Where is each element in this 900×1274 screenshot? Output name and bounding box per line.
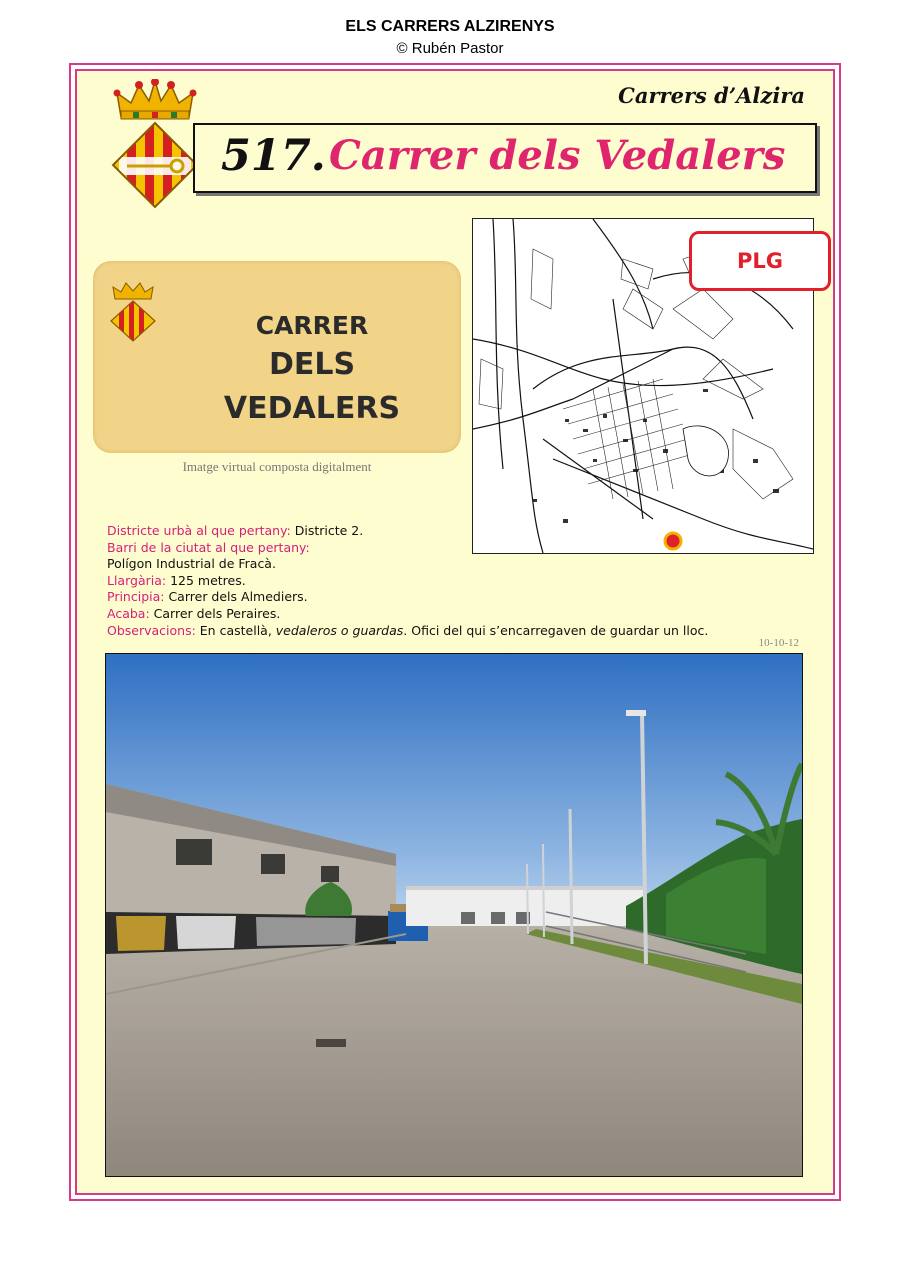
date-stamp: 10-10-12	[758, 637, 799, 649]
sign-line-2: DELS	[268, 347, 356, 382]
document-header-author: © Rubén Pastor	[396, 40, 504, 57]
street-info	[107, 523, 708, 639]
neighborhood-label: Barri de la ciutat al que pertany:	[107, 539, 310, 555]
title-box	[193, 123, 817, 193]
info-start	[107, 589, 708, 606]
observations-italic: vedaleros o guardas	[275, 622, 404, 638]
end-label: Acaba:	[107, 605, 150, 621]
district-value: Districte 2.	[290, 523, 364, 538]
info-district	[107, 523, 708, 540]
length-value: 125 metres.	[166, 572, 246, 588]
tagline: Carrers d’Alzira	[618, 83, 805, 108]
start-value: Carrer dels Almediers.	[164, 589, 308, 605]
page-content	[75, 69, 835, 1195]
neighborhood-value: Polígon Industrial de Fracà.	[107, 556, 276, 572]
length-label: Llargària:	[107, 572, 167, 588]
street-photo	[105, 653, 803, 1177]
info-end	[107, 606, 708, 623]
page-frame	[69, 63, 841, 1201]
observations-text-2: . Ofici del qui s’encarregaven de guardar un lloc.	[403, 622, 709, 638]
street-name: Carrer dels Vedalers	[329, 132, 786, 179]
observations-label: Observacions:	[107, 622, 196, 638]
start-label: Principia:	[107, 589, 165, 605]
info-neighborhood-label	[107, 540, 708, 557]
district-label: Districte urbà al que pertany:	[107, 523, 291, 538]
info-observations	[107, 623, 708, 640]
info-neighborhood-value	[107, 556, 708, 573]
document-header-title: ELS CARRERS ALZIRENYS	[345, 18, 555, 35]
info-length	[107, 573, 708, 590]
sign-line-3: VEDALERS	[223, 391, 401, 426]
sign-caption: Imatge virtual composta digitalment	[182, 459, 372, 474]
street-photo-drawing	[106, 654, 802, 1176]
coat-of-arms-icon	[109, 79, 201, 209]
sign-coat-of-arms-icon	[107, 281, 159, 343]
end-value: Carrer dels Peraires.	[149, 605, 281, 621]
zone-badge: PLG	[689, 231, 831, 291]
street-sign	[93, 261, 461, 453]
street-number: 517.	[221, 131, 326, 181]
sign-line-1: CARRER	[255, 311, 369, 340]
observations-text-1: En castellà,	[195, 622, 276, 638]
